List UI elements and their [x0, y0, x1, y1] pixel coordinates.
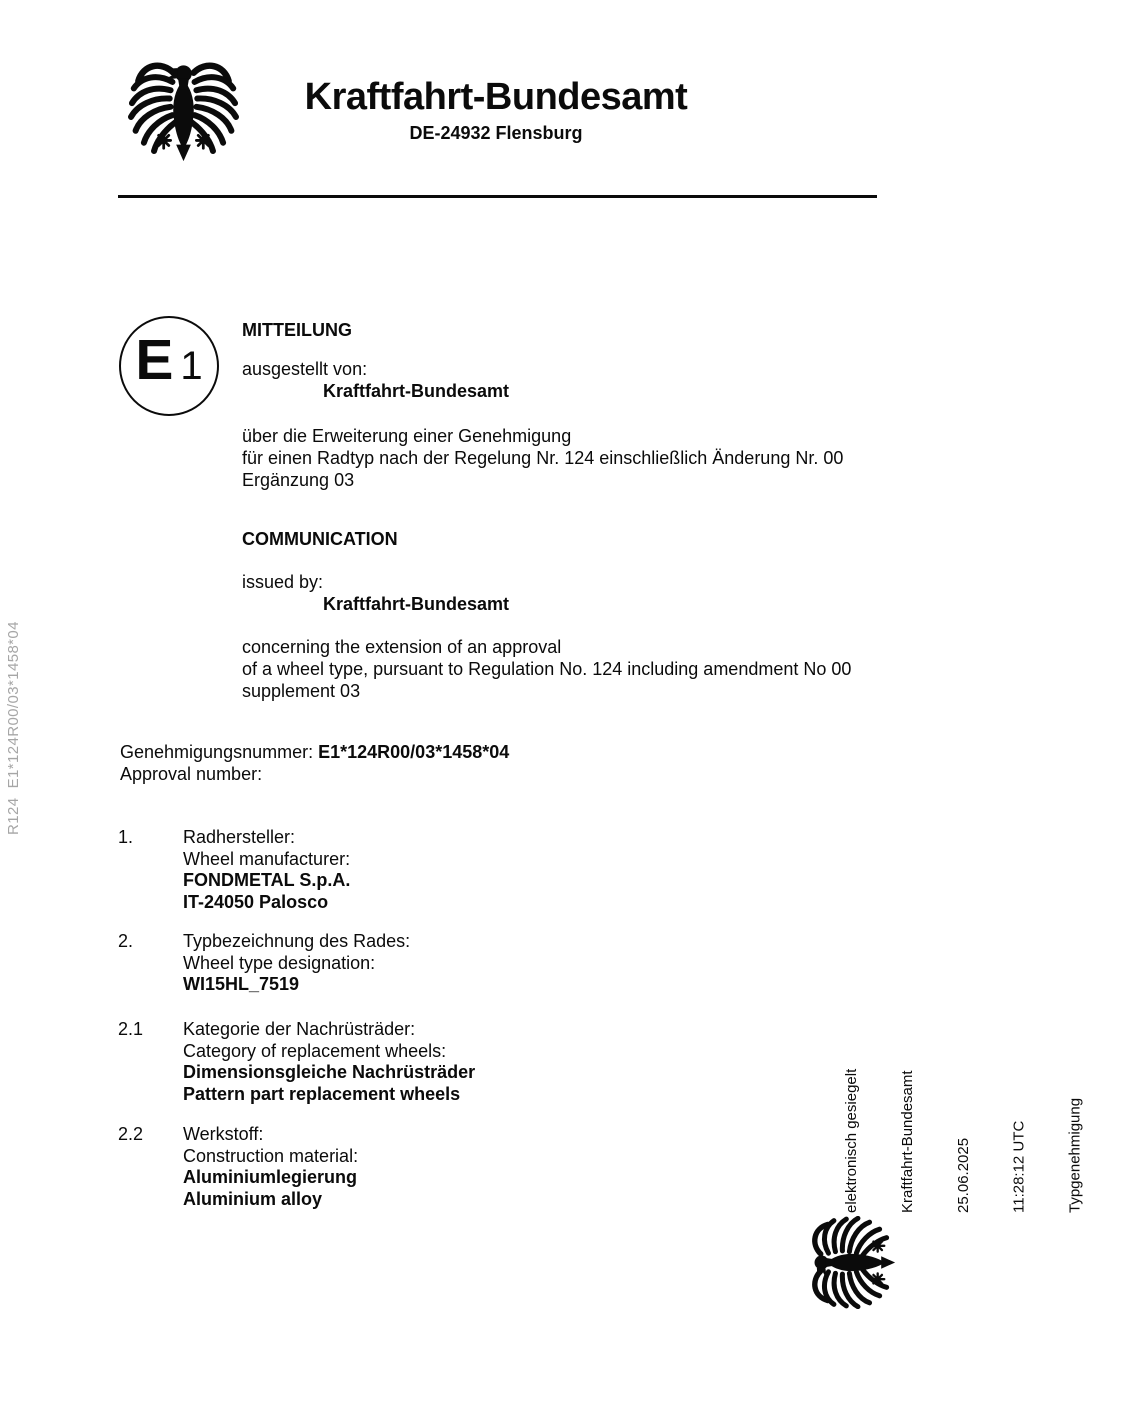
subject-line-de: für einen Radtyp nach der Regelung Nr. 124 einschließlich Änderung Nr. 00	[242, 448, 844, 468]
e-mark-number: 1	[180, 344, 203, 388]
item-value: Pattern part replacement wheels	[183, 1083, 461, 1104]
item-label-en: Wheel type designation:	[183, 952, 376, 973]
electronic-seal-text	[806, 1048, 1084, 1213]
item-number: 2.1	[118, 1019, 144, 1039]
section-mitteilung	[242, 319, 843, 491]
item-value: IT-24050 Palosco	[183, 891, 329, 912]
item-wheel-type-designation	[118, 931, 778, 996]
issued-by-label-de: ausgestellt von:	[242, 359, 368, 379]
subject-line-de: über die Erweiterung einer Genehmigung	[242, 426, 572, 446]
letterhead	[288, 76, 704, 144]
seal-line: elektronisch gesiegelt	[843, 1068, 861, 1213]
item-label-de: Werkstoff:	[183, 1124, 264, 1144]
item-replacement-wheel-category	[118, 1019, 778, 1105]
e1-approval-mark	[119, 316, 219, 416]
seal-line: Typgenehmigung	[1066, 1097, 1084, 1213]
e-mark-letter: E	[135, 328, 174, 392]
item-value: Aluminium alloy	[183, 1188, 323, 1209]
approval-number-label-en: Approval number:	[120, 764, 263, 784]
header-divider	[118, 195, 877, 198]
subject-line-en: concerning the extension of an approval	[242, 637, 562, 657]
subject-line-de: Ergänzung 03	[242, 470, 355, 490]
issuer-en: Kraftfahrt-Bundesamt	[323, 594, 510, 614]
approval-number-value: E1*124R00/03*1458*04	[318, 742, 510, 762]
section-heading-en: COMMUNICATION	[242, 529, 398, 549]
item-number: 1.	[118, 827, 134, 847]
item-value: Aluminiumlegierung	[183, 1167, 358, 1187]
approval-number-block	[120, 741, 509, 785]
seal-line: 25.06.2025	[954, 1137, 972, 1213]
approval-number-line	[120, 741, 509, 763]
item-value: Dimensionsgleiche Nachrüsträder	[183, 1062, 476, 1082]
bundesadler-eagle-icon	[127, 58, 240, 163]
subject-line-en: supplement 03	[242, 681, 361, 701]
agency-name: Kraftfahrt-Bundesamt	[304, 76, 688, 118]
item-label-en: Wheel manufacturer:	[183, 848, 351, 869]
seal-line: 11:28:12 UTC	[1010, 1120, 1028, 1213]
section-communication	[242, 528, 851, 702]
issued-by-label-en: issued by:	[242, 572, 324, 592]
item-wheel-manufacturer	[118, 827, 778, 913]
item-number: 2.	[118, 931, 134, 951]
seal-line: Kraftfahrt-Bundesamt	[898, 1070, 916, 1213]
issuer-de: Kraftfahrt-Bundesamt	[323, 381, 510, 401]
item-label-de: Kategorie der Nachrüsträder:	[183, 1019, 416, 1039]
item-label-en: Construction material:	[183, 1145, 359, 1166]
section-heading-de: MITTEILUNG	[242, 320, 352, 340]
item-construction-material	[118, 1124, 778, 1210]
item-label-de: Typbezeichnung des Rades:	[183, 931, 411, 951]
subject-line-en: of a wheel type, pursuant to Regulation No. 124 including amendment No 00	[242, 659, 852, 679]
item-label-de: Radhersteller:	[183, 827, 296, 847]
item-number: 2.2	[118, 1124, 144, 1144]
seal-eagle-icon	[806, 1216, 899, 1309]
approval-number-label-de: Genehmigungsnummer:	[120, 742, 319, 762]
agency-address: DE-24932 Flensburg	[409, 123, 583, 143]
item-value: FONDMETAL S.p.A.	[183, 870, 351, 890]
item-value: WI15HL_7519	[183, 974, 300, 994]
margin-watermark: R124 E1*124R00/03*1458*04	[5, 621, 22, 835]
item-label-en: Category of replacement wheels:	[183, 1040, 447, 1061]
